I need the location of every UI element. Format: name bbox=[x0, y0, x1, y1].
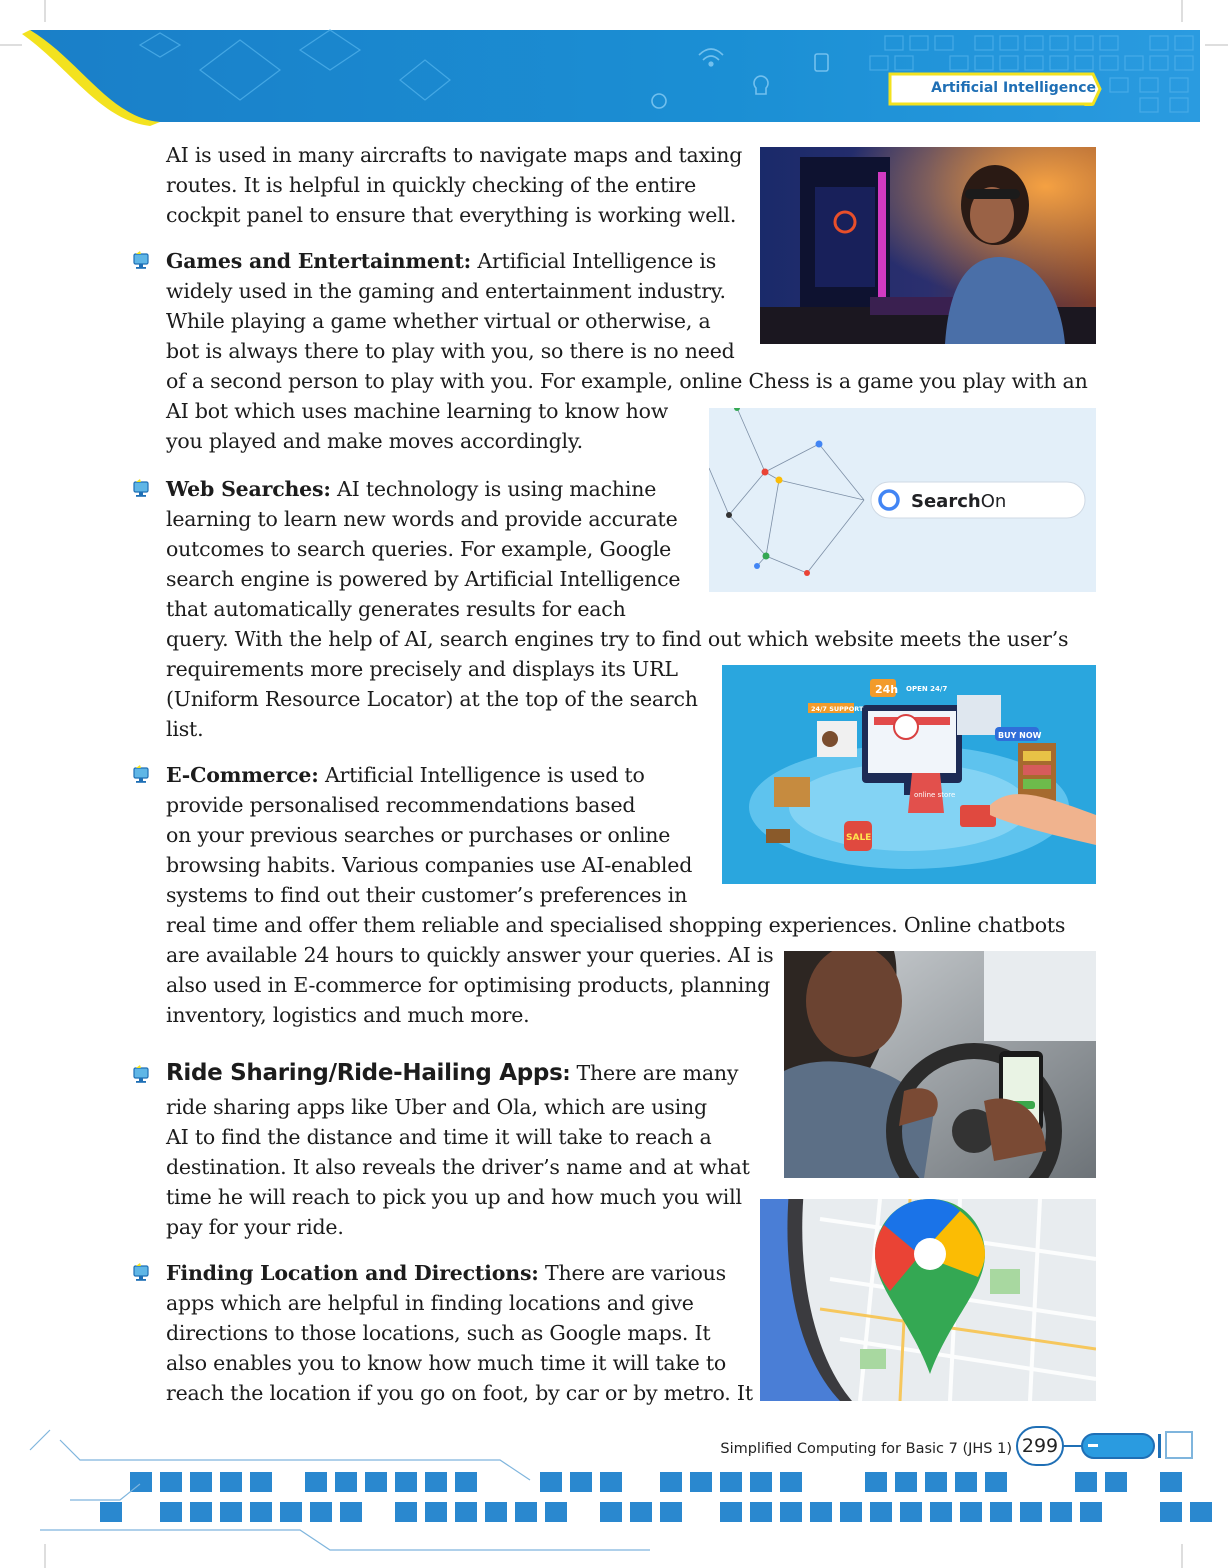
text-line: ride sharing apps like Uber and Ola, which are using bbox=[166, 1095, 707, 1119]
text-line: list. bbox=[166, 717, 204, 741]
svg-text:online store: online store bbox=[914, 791, 956, 799]
text-line: reach the location if you go on foot, by car or by metro. It bbox=[166, 1381, 753, 1405]
svg-text:SearchOn: SearchOn bbox=[911, 491, 1007, 512]
text-line: also enables you to know how much time it will take to bbox=[166, 1351, 727, 1375]
ecommerce-illustration bbox=[722, 665, 1096, 884]
text-line: real time and offer them reliable and specialised shopping experiences. Online chatbots bbox=[166, 913, 1066, 937]
header-banner bbox=[0, 0, 1228, 130]
svg-text:BUY NOW: BUY NOW bbox=[998, 731, 1042, 740]
text-line: directions to those locations, such as Google maps. It bbox=[166, 1321, 711, 1345]
chapter-label: Artificial Intelligence bbox=[931, 80, 1096, 96]
text-line: AI to find the distance and time it will take to reach a bbox=[166, 1125, 712, 1149]
search-network-image bbox=[709, 408, 1096, 592]
text-line: requirements more precisely and displays its URL bbox=[166, 657, 678, 681]
page-number: 299 bbox=[1021, 1435, 1059, 1457]
ride-sharing-photo bbox=[784, 951, 1096, 1178]
text-line: provide personalised recommendations based bbox=[166, 793, 636, 817]
text-line: AI is used in many aircrafts to navigate maps and taxing bbox=[166, 143, 743, 167]
text-line: time he will reach to pick you up and how much you will bbox=[166, 1185, 742, 1209]
bullet-monitor-icon bbox=[131, 1064, 151, 1084]
text-line: destination. It also reveals the driver’s name and at what bbox=[166, 1155, 750, 1179]
heading-location: Finding Location and Directions: There are various bbox=[166, 1261, 726, 1285]
footer-pill-decoration bbox=[1062, 1430, 1198, 1462]
text-line: of a second person to play with you. For example, online Chess is a game you play with an bbox=[166, 369, 1088, 393]
text-line: learning to learn new words and provide accurate bbox=[166, 507, 678, 531]
svg-text:24h: 24h bbox=[875, 683, 899, 696]
text-line: outcomes to search queries. For example, Google bbox=[166, 537, 672, 561]
bullet-monitor-icon bbox=[131, 250, 151, 270]
text-line: query. With the help of AI, search engines try to find out which website meets the user’s bbox=[166, 627, 1069, 651]
text-line: that automatically generates results for each bbox=[166, 597, 626, 621]
text-line: bot is always there to play with you, so there is no need bbox=[166, 339, 735, 363]
gamer-photo bbox=[760, 147, 1096, 344]
svg-text:SALE: SALE bbox=[846, 833, 872, 843]
text-line: browsing habits. Various companies use AI-enabled bbox=[166, 853, 693, 877]
text-line: While playing a game whether virtual or otherwise, a bbox=[166, 309, 711, 333]
bullet-monitor-icon bbox=[131, 478, 151, 498]
text-line: apps which are helpful in finding locations and give bbox=[166, 1291, 694, 1315]
text-line: on your previous searches or purchases or online bbox=[166, 823, 671, 847]
bullet-monitor-icon bbox=[131, 1262, 151, 1282]
heading-web-searches: Web Searches: AI technology is using machine bbox=[166, 477, 657, 501]
heading-games: Games and Entertainment: Artificial Intelligence is bbox=[166, 249, 717, 273]
text-line: (Uniform Resource Locator) at the top of the search bbox=[166, 687, 698, 711]
text-line: systems to find out their customer’s preferences in bbox=[166, 883, 688, 907]
text-line: AI bot which uses machine learning to know how bbox=[166, 399, 669, 423]
heading-ecommerce: E-Commerce: Artificial Intelligence is used to bbox=[166, 763, 645, 787]
text-line: are available 24 hours to quickly answer your queries. AI is bbox=[166, 943, 774, 967]
text-line: routes. It is helpful in quickly checking of the entire bbox=[166, 173, 697, 197]
text-line: widely used in the gaming and entertainment industry. bbox=[166, 279, 726, 303]
google-maps-photo bbox=[760, 1199, 1096, 1401]
bullet-monitor-icon bbox=[131, 764, 151, 784]
book-title: Simplified Computing for Basic 7 (JHS 1) bbox=[720, 1441, 1012, 1457]
svg-text:OPEN 24/7: OPEN 24/7 bbox=[906, 685, 948, 693]
text-line: you played and make moves accordingly. bbox=[166, 429, 583, 453]
text-line: cockpit panel to ensure that everything is working well. bbox=[166, 203, 737, 227]
text-line: also used in E-commerce for optimising products, planning bbox=[166, 973, 771, 997]
svg-text:24/7 SUPPORT: 24/7 SUPPORT bbox=[811, 705, 864, 713]
heading-ride-sharing: Ride Sharing/Ride-Hailing Apps: There are many bbox=[166, 1060, 739, 1086]
text-line: pay for your ride. bbox=[166, 1215, 344, 1239]
text-line: search engine is powered by Artificial Intelligence bbox=[166, 567, 681, 591]
text-line: inventory, logistics and much more. bbox=[166, 1003, 530, 1027]
